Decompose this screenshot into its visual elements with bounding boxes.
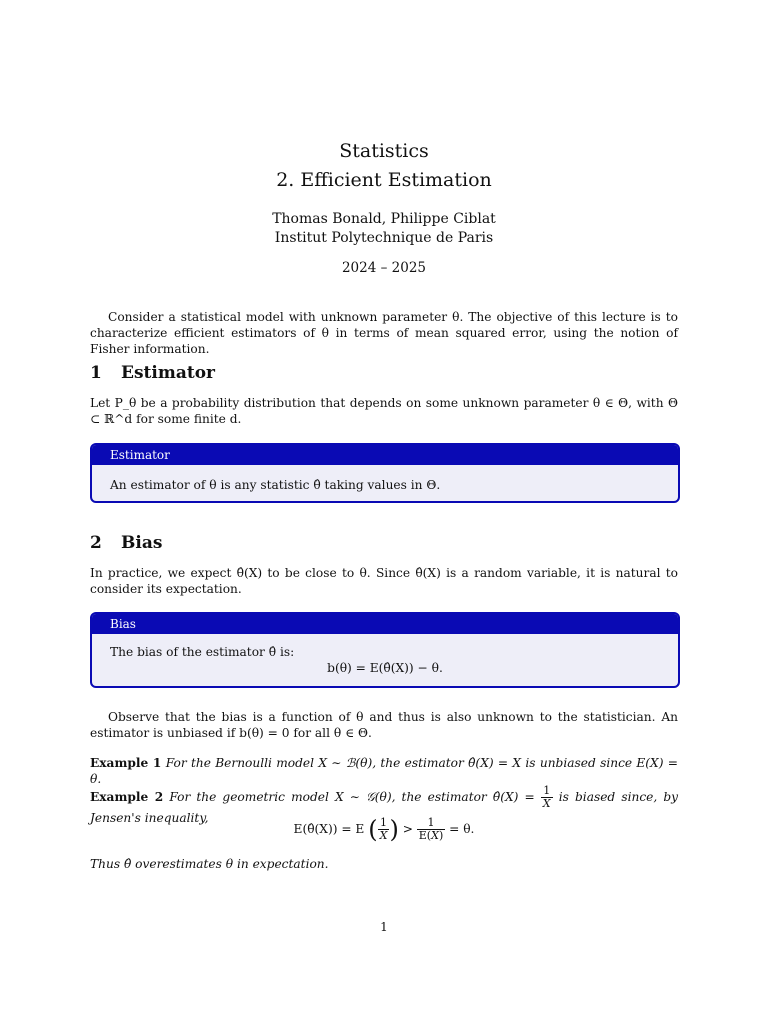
box-header: Estimator (92, 445, 678, 465)
document-subtitle: 2. Efficient Estimation (276, 169, 492, 191)
definition-box-estimator (90, 443, 680, 503)
bias-formula: b(θ) = E(θ̂(X)) − θ. (327, 661, 443, 675)
institution: Institut Polytechnique de Paris (274, 230, 494, 246)
fraction: $\frac{1}{X}$ (379, 816, 388, 842)
box-header: Bias (92, 614, 678, 634)
formula-end: = θ. (449, 822, 475, 836)
example-1 (90, 755, 678, 787)
section-title: Estimator (121, 363, 215, 383)
page-number: 1 (380, 920, 388, 934)
formula-gt: > (402, 822, 413, 836)
document-title: Statistics (339, 140, 429, 162)
author-block (0, 210, 768, 248)
fraction: $\frac{1}{X}$ (542, 784, 551, 810)
fraction: $\frac{1}{E(X)}$ (418, 816, 444, 842)
intro-paragraph: Consider a statistical model with unknown parameter θ. The objective of this lecture is to characterize efficient estimators of θ in terms of mean squared error, using the notion of Fisher information. (90, 310, 678, 356)
section-number: 1 (90, 363, 102, 383)
box-text: The bias of the estimator θ̂ is: (110, 645, 295, 659)
definition-box-bias (90, 612, 680, 688)
box-body (92, 634, 678, 676)
section-1-paragraph: Let P_θ be a probability distribution that depends on some unknown parameter θ ∈ Θ, with Θ ⊂ ℝ^d for some finite d. (90, 396, 678, 426)
box-body: An estimator of θ is any statistic θ̂ taking values in Θ. (110, 478, 441, 492)
section-title: Bias (121, 533, 163, 553)
example-text: For the geometric model X ∼ 𝒢(θ), the estimator θ̂(X) = (169, 790, 535, 804)
section-heading-2 (90, 533, 162, 553)
example-text-continued: is biased since, by Jensen's inequality, (90, 790, 679, 825)
example-label: Example 2 (90, 790, 164, 804)
authors: Thomas Bonald, Philippe Ciblat (272, 211, 496, 227)
date: 2024 – 2025 (341, 260, 427, 276)
example-text: For the Bernoulli model X ∼ ℬ(θ), the estimator θ̂(X) = X is unbiased since E(X) = θ. (90, 756, 678, 786)
example-label: Example 1 (90, 756, 162, 770)
section-heading-1 (90, 363, 215, 383)
formula-left: E(θ̂(X)) = E (293, 822, 365, 836)
section-number: 2 (90, 533, 102, 553)
observation-paragraph: Observe that the bias is a function of θ and thus is also unknown to the statistician. An estimator is unbiased if b(θ) = 0 for all θ ∈ Θ. (90, 710, 678, 740)
conclusion: Thus θ̂ overestimates θ in expectation. (90, 857, 329, 871)
jensen-formula: E(θ̂(X)) = E ( $\frac{1}{X}$ ) > $\frac{1}{E(X)}$ = θ. (293, 815, 475, 844)
section-2-paragraph: In practice, we expect θ̂(X) to be close to θ. Since θ̂(X) is a random variable, it is natural to consider its expectation. (90, 566, 678, 596)
